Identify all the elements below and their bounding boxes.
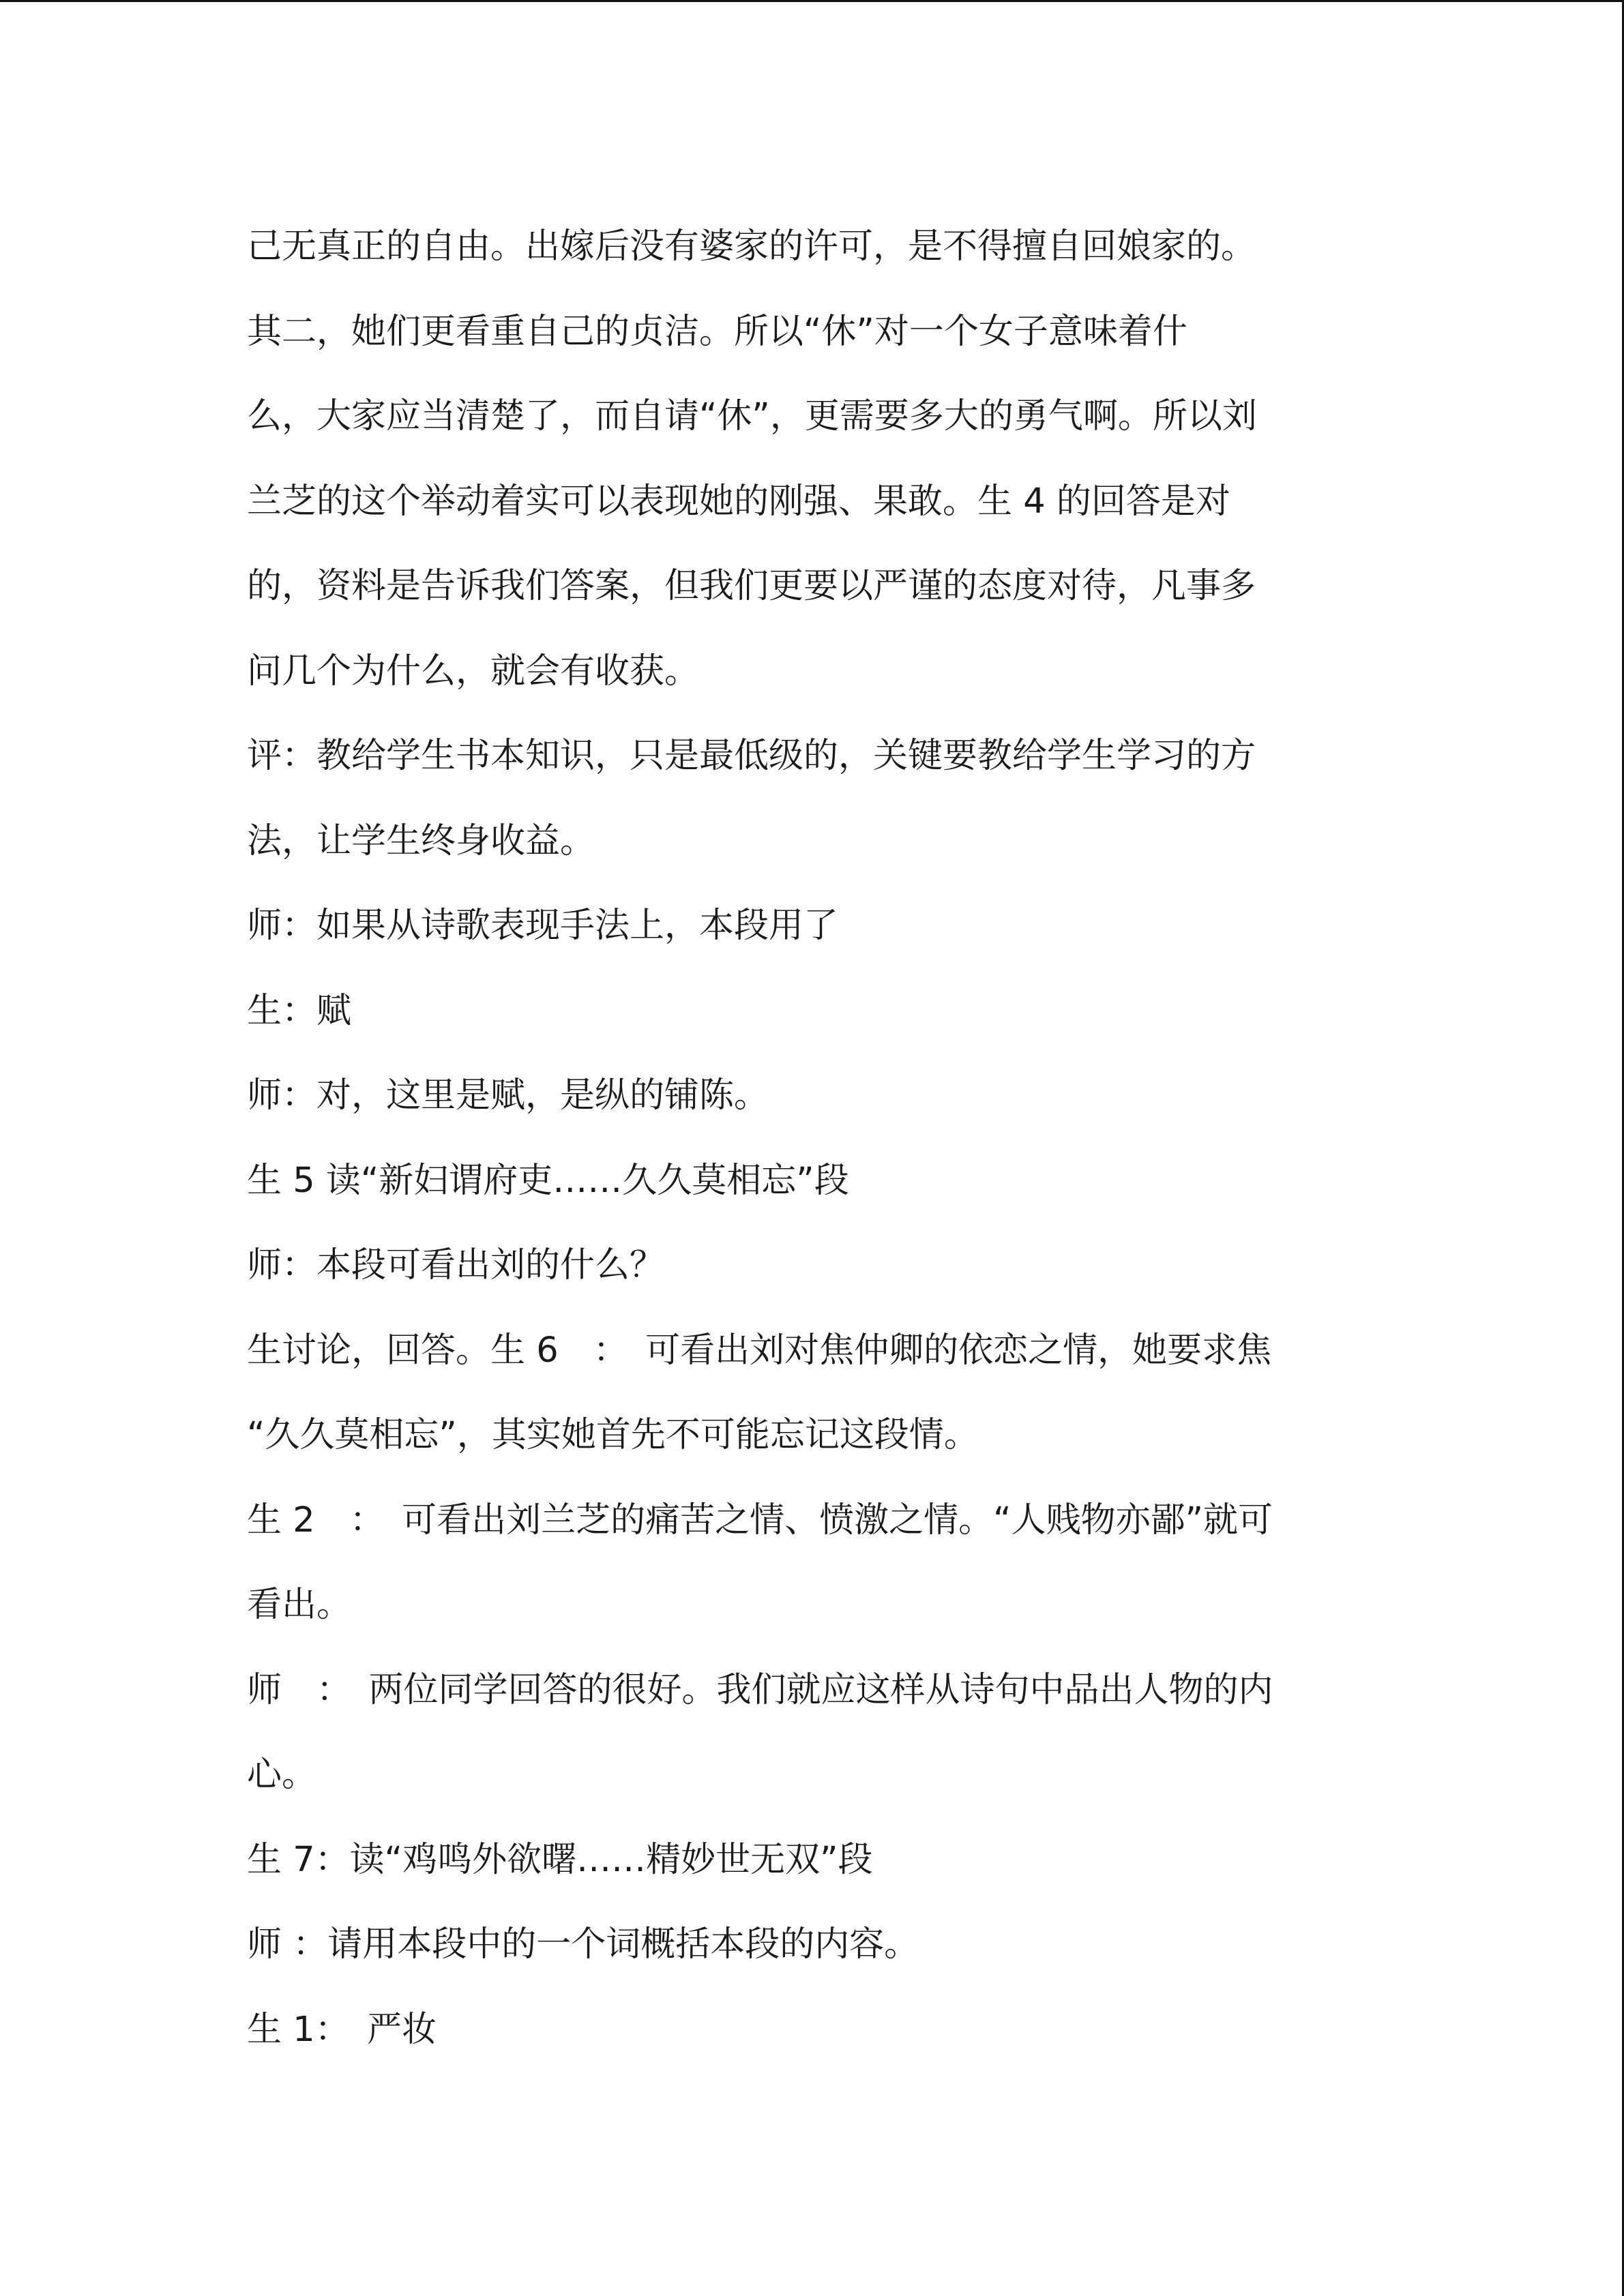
text-line: 心。 (247, 1755, 317, 1795)
text-line: 生 2 ： 可看出刘兰芝的痛苦之情、愤激之情。“人贱物亦鄙”就可 (247, 1500, 1273, 1540)
text-line: 么，大家应当清楚了，而自请“休”，更需要多大的勇气啊。所以刘 (247, 396, 1257, 436)
text-line: 师 ： 两位同学回答的很好。我们就应这样从诗句中品出人物的内 (247, 1669, 1273, 1710)
text-line: 看出。 (247, 1585, 352, 1625)
text-line: 的，资料是告诉我们答案，但我们更要以严谨的态度对待，凡事多 (247, 566, 1256, 606)
text-line: 师：如果从诗歌表现手法上，本段用了 (247, 906, 839, 946)
text-line: 其二，她们更看重自己的贞洁。所以“休”对一个女子意味着什 (247, 311, 1187, 352)
text-line: 师：本段可看出刘的什么？ (247, 1245, 665, 1285)
text-line: 法，让学生终身收益。 (247, 820, 595, 861)
text-line: 生：赋 (247, 990, 352, 1031)
page-border-top (0, 0, 1624, 2)
text-line: 兰芝的这个举动着实可以表现她的刚强、果敢。生 4 的回答是对 (247, 481, 1230, 522)
text-line: 生讨论，回答。生 6 ： 可看出刘对焦仲卿的依恋之情，她要求焦 (247, 1330, 1272, 1371)
text-line: 生 5 读“新妇谓府吏……久久莫相忘”段 (247, 1160, 849, 1201)
text-line: 生 7：读“鸡鸣外欲曙……精妙世无双”段 (247, 1839, 873, 1880)
text-line: 己无真正的自由。出嫁后没有婆家的许可，是不得擅自回娘家的。 (247, 226, 1256, 267)
text-line: “久久莫相忘”，其实她首先不可能忘记这段情。 (247, 1415, 979, 1455)
document-body (247, 205, 1393, 2072)
text-line: 师 ：请用本段中的一个词概括本段的内容。 (247, 1924, 919, 1965)
text-line: 问几个为什么，就会有收获。 (247, 651, 700, 691)
text-line: 师：对，这里是赋，是纵的铺陈。 (247, 1075, 769, 1116)
text-line: 评：教给学生书本知识，只是最低级的，关键要教给学生学习的方 (247, 736, 1256, 776)
text-line: 生 1： 严妆 (247, 2009, 437, 2050)
